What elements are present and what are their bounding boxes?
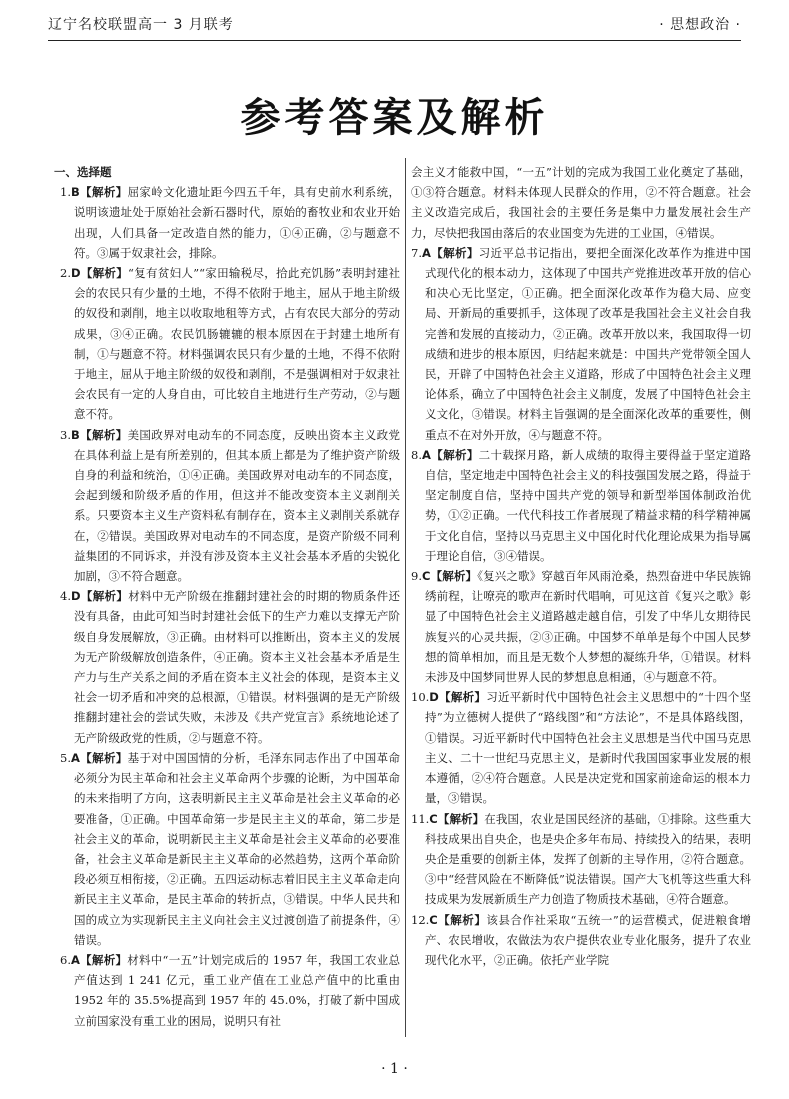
column-divider (405, 158, 406, 1037)
answer-number: 12. (411, 912, 430, 927)
analysis-text: 材料中“一五”计划完成后的 1957 年，我国工农业总产值达到 1 241 亿元，重工业产值在工业总产值中的比重由 1952 年的 35.5%提高到 1957 年的 45.0%，打破了新中国成立前国家没有重工业的困局，说明只有社 (74, 952, 401, 1028)
analysis-text: 习近平新时代中国特色社会主义思想中的“十四个坚持”为立德树人提供了“路线图”和“方法论”，不是具体路线图，①错误。习近平新时代中国特色社会主义思想是当代中国马克思主义、二十一世纪马克思主义，是新时代我国国家事业发展的根本遵循，②④符合题意。人民是决定党和国家前途命运的根本力量，③错误。 (425, 690, 751, 806)
analysis-text: “复有贫妇人”“家田输税尽，拾此充饥肠”表明封建社会的农民只有少量的土地，不得不依附于地主，屈从于地主阶级的奴役和剥削，地主以收取地租等方式，占有农民大部分的劳动成果，③④正确。农民饥肠辘辘的根本原因在于封建土地所有制，①与题意不符。材料强调农民只有少量的土地，不得不依附于地主，屈从于地主阶级的奴役和剥削，不是强调相对于奴隶社会农民有一定的人身自由，可比较自主地进行生产劳动，②与题意不符。 (74, 266, 401, 422)
header-rule (48, 40, 741, 41)
answer-choice: B (70, 185, 80, 200)
answer-number: 8. (411, 447, 422, 462)
answer-choice: D (429, 690, 439, 705)
answer-item (60, 950, 400, 1031)
analysis-tag: 【解析】 (437, 811, 485, 826)
answer-choice: C (429, 811, 438, 826)
answer-item (60, 748, 400, 950)
answer-item (60, 263, 400, 425)
analysis-tag: 【解析】 (79, 185, 128, 200)
left-column (54, 162, 401, 1037)
answer-choice: C (429, 912, 438, 927)
analysis-tag: 【解析】 (430, 447, 479, 462)
analysis-text: 二十载探月路，新人成绩的取得主要得益于坚定道路自信，坚定地走中国特色社会主义的科技强国发展之路，得益于坚定制度自信，坚持中国共产党的领导和新型举国体制政治优势，①②正确。一代代科技工作者展现了精益求精的科学精神属于文化自信，坚持以马克思主义中国化时代化理论成果为指导属于理论自信，③④错误。 (425, 447, 751, 563)
page-title: 参考答案及解析 (240, 95, 549, 141)
header-left-text: 辽宁名校联盟高一 3 月联考 (48, 17, 234, 33)
analysis-tag: 【解析】 (430, 569, 478, 584)
answer-number: 6. (60, 952, 71, 967)
analysis-tag: 【解析】 (79, 750, 128, 765)
answer-choice: D (70, 266, 81, 281)
analysis-text: 该县合作社采取“五统一”的运营模式，促进粮食增产、农民增收，农做法为农户提供农业专业化服务，提升了农业现代化水平，②正确。依托产业学院 (425, 912, 751, 967)
analysis-text: 在我国，农业是国民经济的基础，①排除。这些重大科技成果出自央企，也是央企多年布局、持续投入的结果，表明央企是重要的创新主体，发挥了创新的主导作用，②符合题意。③中“经营风险在不断降低”说法错误。国产大飞机等这些重大科技成果为发展新质生产力创造了物质技术基础，④符合题意。 (425, 811, 752, 907)
answer-choice: B (70, 427, 80, 442)
section-heading: 一、选择题 (54, 165, 112, 179)
answer-number: 2. (60, 266, 71, 281)
answer-item (411, 910, 751, 971)
answer-item (411, 809, 751, 910)
answer-item (60, 425, 400, 587)
answer-item (60, 182, 400, 263)
answer-number: 4. (60, 589, 71, 604)
analysis-tag: 【解析】 (437, 912, 487, 927)
analysis-text: 《复兴之歌》穿越百年风雨沧桑，热烈奋进中华民族锦绣前程，让嘹亮的歌声在新时代唱响，可见这首《复兴之歌》彰显了中国特色社会主义道路越走越自信，引发了中华儿女期待民族复兴的心灵共振，②③正确。中国梦不单单是每个中国人民梦想的简单相加，而且是无数个人梦想的凝练升华，①错误。材料未涉及中国梦同世界人民的梦想息息相通，④与题意不符。 (425, 569, 752, 685)
continued-paragraph: 会主义才能救中国，“一五”计划的完成为我国工业化奠定了基础，①③符合题意。材料未体现人民群众的作用，②不符合题意。社会主义改造完成后，我国社会的主要任务是集中力量发展社会生产力，尽快把我国由落后的农业国变为先进的工业国，④错误。 (411, 165, 751, 240)
answer-item (60, 586, 400, 748)
analysis-text: 习近平总书记指出，要把全面深化改革作为推进中国式现代化的根本动力，这体现了中国共产党推进改革开放的信心和决心无比坚定，①正确。把全面深化改革作为稳大局、应变局、开新局的重要抓手，这体现了改革是我国社会主义社会自我完善和发展的直接动力，②正确。改革开放以来，我国取得一切成绩和进步的根本原因，归结起来就是：中国共产党带领全国人民，开辟了中国特色社会主义道路，形成了中国特色社会主义理论体系，确立了中国特色社会主义制度，发展了中国特色社会主义文化，③错误。材料主旨强调的是全面深化改革的重要性，侧重点不在对外开放，④与题意不符。 (425, 245, 751, 442)
page-number: · 1 · (381, 1061, 408, 1077)
analysis-tag: 【解析】 (79, 427, 128, 442)
answer-item (411, 243, 751, 445)
analysis-text: 材料中无产阶级在推翻封建社会的时期的物质条件还没有具备，由此可知当时封建社会低下的生产力难以支撑无产阶级自身发展解放，③正确。由材料可以推断出，资本主义的发展为无产阶级解放创造条件，④正确。资本主义社会基本矛盾是生产力与生产关系之间的矛盾在资本主义社会的体现，是资本主义社会一切矛盾和冲突的总根源，①错误。材料强调的是无产阶级推翻封建社会的尝试失败，未涉及《共产党宣言》系统地论述了无产阶级政党的性质，②与题意不符。 (74, 589, 401, 745)
answer-choice: C (421, 569, 431, 584)
answer-choice: A (70, 750, 80, 765)
analysis-text: 屈家岭文化遗址距今四五千年，具有史前水利系统，说明该遗址处于原始社会新石器时代，原始的畜牧业和农业开始出现，人们具备一定改造自然的能力，①④正确，②与题意不符。③属于奴隶社会，排除。 (74, 185, 401, 260)
answer-choice: D (70, 589, 81, 604)
answer-choice: A (421, 447, 431, 462)
answer-number: 11. (411, 811, 430, 826)
analysis-tag: 【解析】 (79, 952, 128, 967)
answer-item (411, 687, 751, 808)
answer-number: 3. (60, 427, 71, 442)
answer-item (411, 566, 751, 687)
answer-choice: A (70, 952, 80, 967)
answer-number: 7. (411, 245, 422, 260)
analysis-tag: 【解析】 (80, 589, 129, 604)
right-column (411, 162, 751, 1037)
analysis-tag: 【解析】 (438, 690, 487, 705)
page-header (48, 12, 741, 36)
analysis-tag: 【解析】 (430, 245, 479, 260)
answer-number: 9. (411, 569, 422, 584)
answer-number: 5. (60, 750, 71, 765)
content-columns (54, 162, 752, 1037)
analysis-text: 美国政界对电动车的不同态度，反映出资本主义政党在具体利益上是有所差别的，但其本质上都是为了维护资产阶级自身的利益和统治，①④正确。美国政界对电动车的不同态度，会起到缓和阶级矛盾的作用，但这并不能改变资本主义剥削关系。只要资本主义生产资料私有制存在，资本主义剥削关系就存在，②错误。美国政界对电动车的不同态度，是资产阶级不同利益集团的不同诉求，并没有涉及资本主义社会基本矛盾的尖锐化加剧，③不符合题意。 (74, 427, 401, 584)
answer-choice: A (421, 245, 431, 260)
analysis-text: 基于对中国国情的分析，毛泽东同志作出了中国革命必须分为民主革命和社会主义革命两个步骤的论断，为中国革命的未来指明了方向，这表明新民主主义革命是社会主义革命的必要准备，①正确。中国革命第一步是民主主义的革命，第二步是社会主义的革命，说明新民主主义革命是社会主义革命的必要准备，社会主义革命是新民主主义革命的必然趋势，这两个革命阶段必须互相衔接，②正确。五四运动标志着旧民主主义革命走向新民主主义革命，是民主革命的转折点，③错误。中华人民共和国的成立为实现新民主主义向社会主义过渡创造了前提条件，④错误。 (74, 750, 400, 947)
analysis-tag: 【解析】 (80, 266, 129, 281)
answer-number: 10. (411, 690, 430, 705)
answer-item (411, 445, 751, 566)
header-right-text: · 思想政治 · (659, 17, 741, 33)
answer-number: 1. (60, 185, 71, 200)
